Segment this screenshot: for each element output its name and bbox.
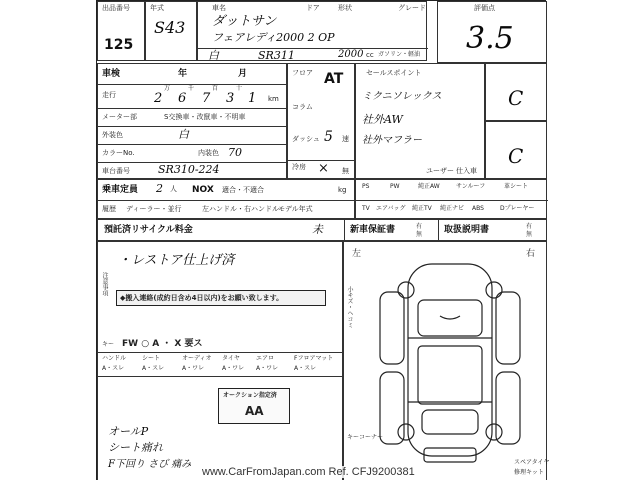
month-unit: 月 [238, 69, 248, 79]
nox-label: NOX [192, 185, 214, 195]
notes-side-label: 注意事項 [101, 272, 108, 296]
car-name-box [197, 1, 427, 61]
capacity-unit: 人 [170, 185, 177, 193]
equip-leather: 革シート [504, 183, 529, 190]
spare-label: スペアタイヤ [514, 459, 550, 466]
color-hw: 白 [208, 49, 219, 62]
grade-int: C [508, 144, 524, 168]
mileage-digit-3: 3 [226, 91, 235, 106]
year-value: S43 [154, 18, 186, 37]
mileage-digit-2: 7 [202, 91, 211, 106]
equip-nav: 純正ナビ [440, 205, 465, 212]
sales-point-box [355, 63, 485, 179]
tire-col-2: オーディオ [182, 355, 212, 362]
note-restored: ・レストア仕上げ済 [118, 253, 235, 268]
warranty-no: 無 [416, 231, 423, 238]
diagram-side-text: 小キズ・ヘコミ [346, 286, 353, 328]
grade-label: グレード [398, 4, 426, 12]
delivery-banner [116, 290, 326, 306]
trans-block [287, 63, 355, 179]
tire-val-0: A・スレ [102, 365, 125, 372]
equip-sunroof: サンルーフ [456, 183, 486, 190]
keys-value: FW ○ A ・ X 要ス [122, 339, 203, 349]
recycle-value: 未 [312, 223, 323, 236]
trans-value: AT [324, 71, 344, 87]
user-label: ユーザー [426, 167, 454, 175]
warranty-label: 新車保証書 [350, 225, 396, 235]
car-outline-icon [344, 242, 548, 480]
diagram-left-mark: 左 [352, 249, 362, 259]
recycle-row [97, 219, 547, 241]
tire-col-3: タイヤ [222, 355, 240, 362]
equipment-grid [355, 179, 547, 219]
mileage-unit: km [268, 95, 279, 103]
diagram-right-mark: 右 [526, 249, 536, 259]
sales-item-1: 社外AW [362, 113, 403, 126]
car-name-line1: ダットサン [212, 14, 277, 29]
body-diagram [343, 241, 550, 480]
grade-ext: C [508, 86, 524, 110]
equip-tv: TV [362, 205, 370, 212]
mileage-label: 走行 [102, 91, 116, 99]
scale-1: 千 [188, 85, 195, 92]
tire-val-1: A・スレ [142, 365, 165, 372]
spec-block [97, 63, 287, 179]
interior-value: 70 [228, 146, 242, 159]
tire-val-4: A・ワレ [256, 365, 279, 372]
equip-player: Dプレーヤー [500, 205, 535, 212]
engine-cc: 2000 [338, 49, 364, 60]
stamp-line2: AA [245, 404, 264, 418]
history-label: 履歴 [102, 205, 116, 213]
shift-label: フロア [292, 69, 313, 77]
note-hw-2: シート痛れ [108, 441, 163, 454]
meter-options: S交換車・改竄車・不明車 [164, 113, 246, 121]
note-hw-1: オールP [108, 425, 149, 438]
manual-label: 取扱説明書 [444, 225, 490, 235]
notes-area [97, 241, 343, 480]
warranty-yes: 有 [416, 223, 423, 230]
scale-2: 百 [212, 85, 219, 92]
shaken-label: 車検 [102, 69, 121, 79]
column-label: コラム [292, 103, 313, 111]
watermark: www.CarFromJapan.com Ref. CFJ9200381 [202, 466, 415, 478]
meter-label: メーター部 [102, 113, 137, 121]
cc-unit: cc [366, 51, 374, 59]
sales-title: セールスポイント [366, 69, 422, 77]
car-name-label: 車名 [212, 4, 226, 12]
lot-label: 出品番号 [102, 4, 130, 12]
dash-label: ダッシュ [292, 135, 320, 143]
recycle-label: 預託済リサイクル料金 [104, 225, 193, 235]
equip-oem-tv: 純正TV [412, 205, 432, 212]
chassis-value: SR310-224 [158, 163, 220, 176]
tire-val-5: A・スレ [294, 365, 317, 372]
grade-ext-box [485, 63, 547, 121]
scale-0: 万 [164, 85, 171, 92]
mileage-digit-4: 1 [248, 91, 257, 106]
capacity-row [97, 179, 355, 219]
sales-item-2: 社外マフラー [362, 135, 422, 146]
note-hw-3: F下回り さび 痛み [108, 459, 192, 470]
equip-abs: ABS [472, 205, 484, 212]
equip-pw: PW [390, 183, 400, 190]
interior-label: 内装色 [198, 149, 219, 157]
lot-box [97, 1, 145, 61]
year-box [145, 1, 197, 61]
equip-ps: PS [362, 183, 370, 190]
ac-value: × [318, 161, 329, 176]
mileage-digit-1: 6 [178, 91, 187, 106]
score-value: 3.5 [466, 21, 514, 56]
tire-col-1: シート [142, 355, 161, 362]
ac-label: 冷房 [292, 163, 306, 171]
banner-text: ◆搬入連絡(成約日含め4日以内)をお願い致します。 [120, 294, 284, 302]
auction-stamp [218, 388, 290, 424]
spare-sub: 修理キット [514, 469, 544, 476]
tire-col-4: エアロ [256, 355, 275, 362]
import-label: 仕入車 [456, 167, 477, 175]
sales-item-0: ミクニソレックス [362, 91, 442, 102]
kg-unit: kg [338, 186, 347, 194]
color-no-label: カラーNo. [102, 149, 135, 157]
auction-sheet [96, 0, 550, 480]
none-label: 無 [342, 167, 349, 175]
manual-yes: 有 [526, 223, 533, 230]
nox-options: 適合・不適合 [222, 186, 264, 194]
model-code: SR311 [258, 49, 295, 62]
tire-val-3: A・ワレ [222, 365, 245, 372]
mileage-digit-0: 2 [154, 91, 163, 106]
year-label: 年式 [150, 4, 164, 12]
shape-label: 形状 [338, 4, 352, 12]
grade-int-box [485, 121, 547, 179]
scale-3: 十 [236, 85, 243, 92]
chassis-label: 車台番号 [102, 167, 130, 175]
tire-val-2: A・ワレ [182, 365, 205, 372]
marks-label: キーコーナー [347, 434, 384, 441]
tire-col-5: Fフロアマット [294, 355, 334, 362]
car-name-line2: フェアレディ2000 2 OP [212, 31, 335, 44]
gears: 5 [324, 129, 333, 145]
capacity-label: 乗車定員 [102, 185, 139, 195]
score-label: 評価点 [474, 4, 495, 12]
stamp-line1: オークション指定済 [223, 392, 277, 399]
history-options: ディーラー・並行 [126, 205, 182, 213]
gear-unit: 速 [342, 135, 349, 143]
score-box [437, 1, 547, 63]
keys-label: キー [102, 341, 115, 348]
ext-color: 白 [178, 128, 189, 141]
equip-aw: 純正AW [418, 183, 440, 190]
tire-col-0: ハンドル [102, 355, 127, 362]
fuel-label: ガソリン・軽油 [378, 51, 421, 58]
door-label: ドア [306, 4, 320, 12]
lot-number: 125 [104, 37, 134, 53]
handle-label: 左ハンドル・右ハンドル [202, 205, 279, 213]
ext-color-label: 外装色 [102, 131, 123, 139]
capacity-value: 2 [156, 182, 163, 195]
equip-airbag: エアバッグ [376, 205, 406, 212]
model-year-label: モデル年式 [278, 205, 313, 213]
manual-no: 無 [526, 231, 533, 238]
year-unit: 年 [178, 69, 188, 79]
